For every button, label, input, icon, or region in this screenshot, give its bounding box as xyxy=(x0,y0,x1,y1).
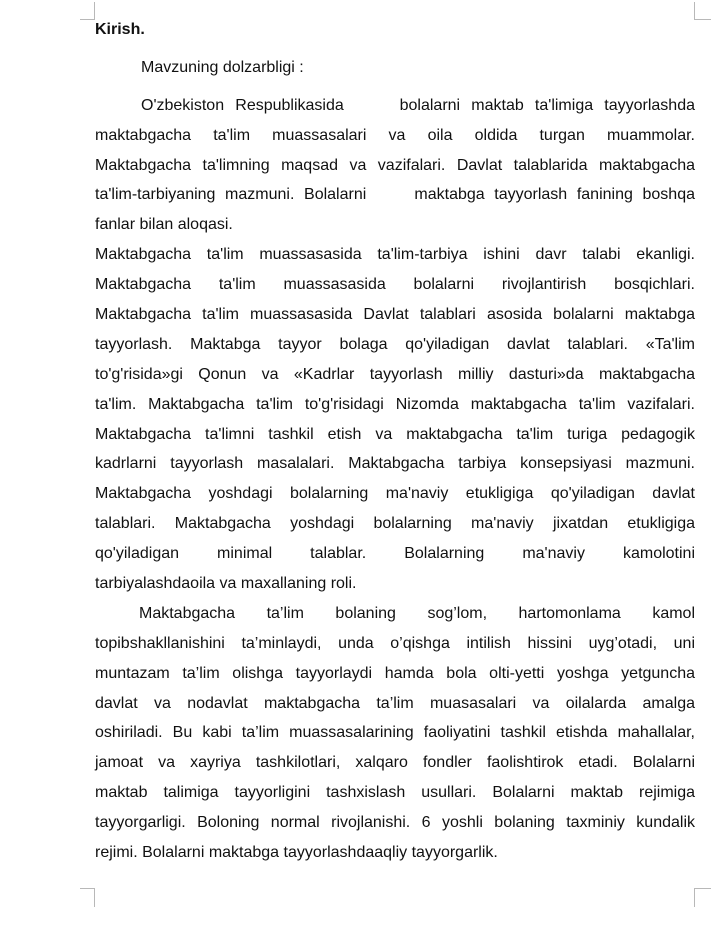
paragraph-line: ta'lim. Maktabgacha ta'lim to'g'risidagi Nizomda maktabgacha ta'lim vazifalari. xyxy=(95,395,695,413)
heading: Kirish. xyxy=(95,21,145,38)
paragraph-1 xyxy=(95,91,695,240)
paragraph-line: kadrlarni tayyorlash masalalari. Maktabgacha tarbiya konsepsiyasi mazmuni. xyxy=(95,455,695,473)
paragraph-line: Maktabgacha yoshdagi bolalarning ma'naviy etukligiga qo'yiladigan davlat xyxy=(95,485,695,503)
paragraph-line: rejimi. Bolalarni maktabga tayyorlashdaaqliy tayyorgarlik. xyxy=(95,844,498,862)
paragraph-2 xyxy=(95,240,695,599)
paragraph-line: fanlar bilan aloqasi. xyxy=(95,216,233,234)
paragraph-line: muntazam ta’lim olishga tayyorlaydi hamda bola olti-yetti yoshga yetguncha xyxy=(95,664,695,682)
paragraph-line: jamoat va xayriya tashkilotlari, xalqaro fondler faolishtirok etadi. Bolalarni xyxy=(95,754,695,772)
paragraph-line: ta'lim-tarbiyaning mazmuni. Bolalarni maktabga tayyorlash fanining boshqa xyxy=(95,186,695,204)
paragraph-line: Maktabgacha ta'lim muassasasida bolalarni rivojlantirish bosqichlari. xyxy=(95,276,695,294)
paragraph-3 xyxy=(95,599,695,868)
margin-marker-top-left xyxy=(80,2,95,20)
paragraph-line: tarbiyalashdaoila va maxallaning roli. xyxy=(95,575,357,593)
paragraph-line: to'g'risida»gi Qonun va «Kadrlar tayyorlash milliy dasturi»da maktabgacha xyxy=(95,365,695,383)
paragraph-line: davlat va nodavlat maktabgacha ta’lim muasasalari va oilalarda amalga xyxy=(95,694,695,712)
paragraph-line: talablari. Maktabgacha yoshdagi bolalarning ma'naviy jixatdan etukligiga xyxy=(95,515,695,533)
margin-marker-bottom-right xyxy=(694,888,711,907)
subtitle: Mavzuning dolzarbligi : xyxy=(141,58,304,76)
paragraph-line: Maktabgacha ta’lim bolaning sog’lom, hartomonlama kamol xyxy=(139,604,695,622)
margin-marker-top-right xyxy=(694,2,711,20)
paragraph-line: Maktabgacha ta'limning maqsad va vazifalari. Davlat talablarida maktabgacha xyxy=(95,156,695,174)
paragraph-line: Maktabgacha ta'limni tashkil etish va maktabgacha ta'lim turiga pedagogik xyxy=(95,425,695,443)
paragraph-line: tayyorgarligi. Boloning normal rivojlanishi. 6 yoshli bolaning taxminiy kundalik xyxy=(95,814,695,832)
paragraph-line: tayyorlash. Maktabga tayyor bolaga qo'yiladigan davlat talablari. «Ta'lim xyxy=(95,335,695,353)
paragraph-line: O'zbekiston Respublikasida bolalarni maktab ta'limiga tayyorlashda xyxy=(141,96,695,114)
paragraph-line: maktab talimiga tayyorligini tashxislash usullari. Bolalarni maktab rejimiga xyxy=(95,784,695,802)
paragraph-line: Maktabgacha ta'lim muassasasida Davlat talablari asosida bolalarni maktabga xyxy=(95,306,695,324)
paragraph-line: maktabgacha ta'lim muassasalari va oila oldida turgan muammolar. xyxy=(95,126,695,144)
document-body xyxy=(95,15,695,868)
paragraph-line: oshiriladi. Bu kabi ta’lim muassasalarining faoliyatini tashkil etishda mahallalar, xyxy=(95,724,695,742)
paragraph-line: Maktabgacha ta'lim muassasasida ta'lim-tarbiya ishini davr talabi ekanligi. xyxy=(95,246,695,264)
paragraph-line: qo'yiladigan minimal talablar. Bolalarning ma'naviy kamolotini xyxy=(95,545,695,563)
paragraph-line: topibshakllanishini ta’minlaydi, unda o’qishga intilish hissini uyg’otadi, uni xyxy=(95,634,695,652)
margin-marker-bottom-left xyxy=(80,888,95,907)
